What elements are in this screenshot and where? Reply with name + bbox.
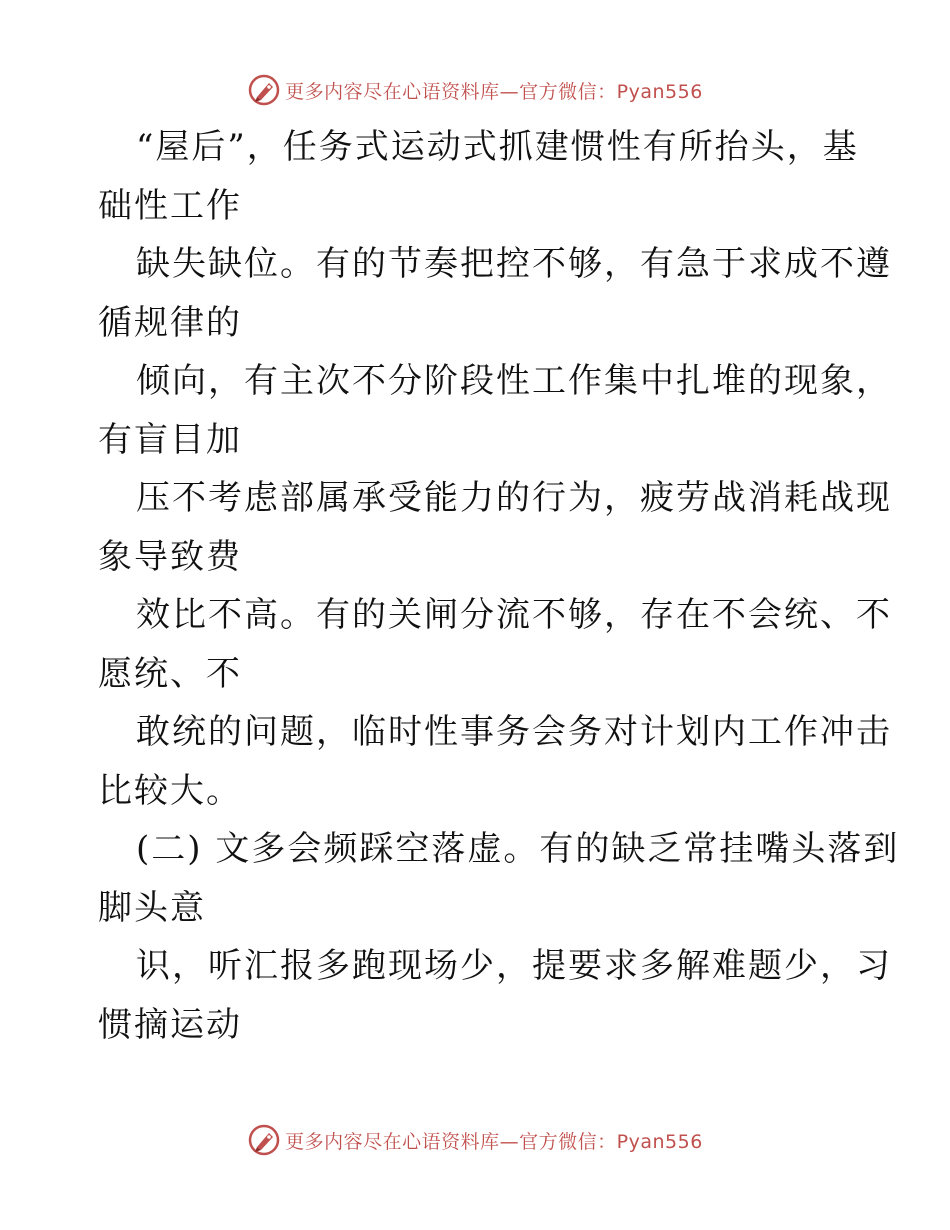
text-line: 缺失缺位。有的节奏把控不够，有急于求成不遵 bbox=[136, 244, 892, 284]
pen-nib-logo-icon bbox=[247, 73, 281, 107]
text-line: 愿统、不 bbox=[98, 653, 242, 694]
text-line: 压不考虑部属承受能力的行为，疲劳战消耗战现 bbox=[136, 478, 892, 518]
text-line: 惯摘运动 bbox=[98, 1004, 242, 1045]
text-line: 脚头意 bbox=[98, 887, 206, 928]
text-line: 效比不高。有的关闸分流不够，存在不会统、不 bbox=[136, 595, 892, 635]
text-line: 有盲目加 bbox=[98, 419, 242, 460]
text-line: 础性工作 bbox=[98, 185, 242, 226]
text-line: 象导致费 bbox=[98, 536, 242, 577]
text-line: 比较大。 bbox=[98, 770, 242, 811]
watermark-text: 更多内容尽在心语资料库—官方微信：Pyan556 bbox=[285, 80, 703, 103]
watermark-text: 更多内容尽在心语资料库—官方微信：Pyan556 bbox=[285, 1130, 703, 1153]
text-line: 循规律的 bbox=[98, 302, 242, 343]
section-heading-line: (二) 文多会频踩空落虚。有的缺乏常挂嘴头落到 bbox=[136, 829, 900, 869]
document-body bbox=[98, 118, 900, 1054]
text-line: “屋后”，任务式运动式抓建惯性有所抬头，基 bbox=[136, 127, 859, 167]
header-watermark bbox=[0, 70, 950, 110]
text-line: 倾向，有主次不分阶段性工作集中扎堆的现象， bbox=[136, 361, 892, 401]
text-line: 敢统的问题，临时性事务会务对计划内工作冲击 bbox=[136, 712, 892, 752]
pen-nib-logo-icon bbox=[247, 1123, 281, 1157]
text-line: 识，听汇报多跑现场少，提要求多解难题少，习 bbox=[136, 946, 892, 986]
footer-watermark bbox=[0, 1120, 950, 1160]
